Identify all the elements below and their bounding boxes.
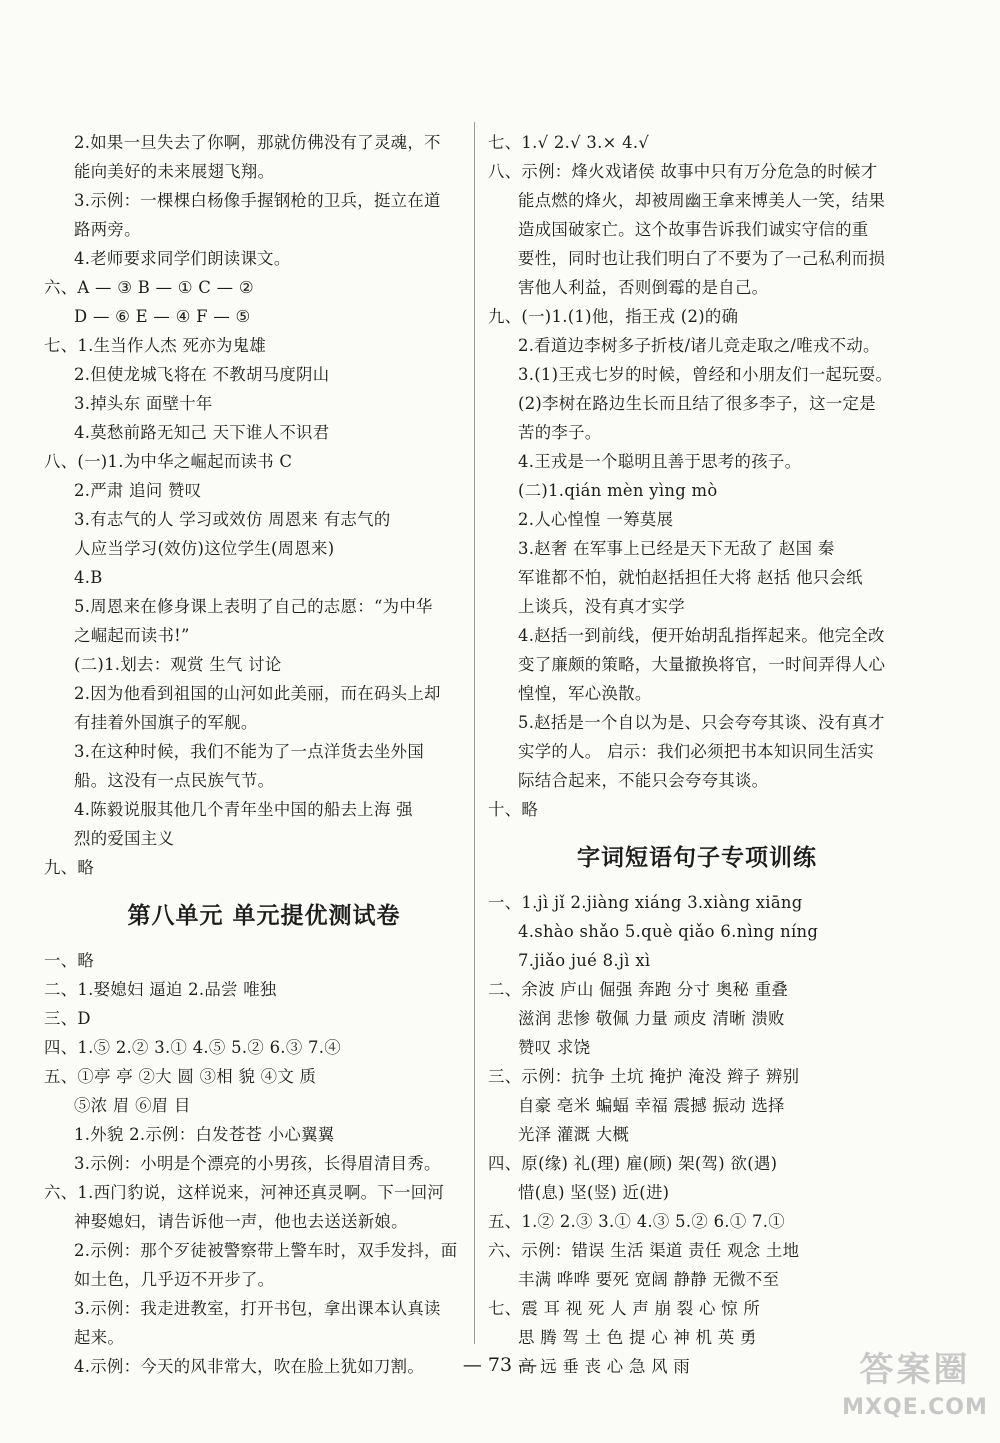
watermark-logo — [840, 1347, 990, 1437]
answer-line: 军谁都不怕，就怕赵括担任大将 赵括 他只会纸 — [518, 568, 863, 587]
answer-line: 2.示例：那个歹徒被警察带上警车时，双手发抖，面 — [74, 1241, 458, 1260]
answer-line: 2.因为他看到祖国的山河如此美丽，而在码头上却 — [74, 684, 441, 703]
answer-line: 1.外貌 2.示例：白发苍苍 小心翼翼 — [74, 1125, 335, 1144]
answer-line: 变了廉颇的策略，大量撤换将官，一时间弄得人心 — [518, 655, 886, 674]
right-column — [488, 128, 906, 1381]
answer-line: 八、(一)1.为中华之崛起而读书 C — [44, 452, 293, 471]
answer-line: 光泽 灌溉 大概 — [518, 1125, 630, 1144]
answer-line: 3.掉头东 面壁十年 — [74, 394, 213, 413]
answer-line: 思 腾 驾 土 色 提 心 神 机 英 勇 — [518, 1328, 757, 1347]
answer-line: 丰满 哗哗 要死 宽阔 静静 无微不至 — [518, 1270, 780, 1289]
answer-line: 3.示例：我走进教室，打开书包，拿出课本认真读 — [74, 1299, 441, 1318]
answer-line: 上谈兵，没有真才实学 — [518, 597, 685, 616]
answer-line: 九、(一)1.(1)他，指王戎 (2)的确 — [488, 307, 739, 326]
answer-line: 二、余波 庐山 倔强 奔跑 分寸 奥秘 重叠 — [488, 980, 789, 999]
answer-line: (二)1.划去：观赏 生气 讨论 — [74, 655, 282, 674]
answer-line: 七、1.生当作人杰 死亦为鬼雄 — [44, 336, 267, 355]
answer-line: 4.shào shǎo 5.què qiǎo 6.nìng níng — [518, 922, 819, 941]
answer-line: 7.jiǎo jué 8.jì xì — [518, 951, 651, 970]
answer-line: 害他人利益，否则倒霉的是自己。 — [518, 278, 769, 297]
answer-line: 二、1.娶媳妇 逼迫 2.品尝 唯独 — [44, 980, 277, 999]
answer-line: (2)李树在路边生长而且结了很多李子，这一定是 — [518, 394, 876, 413]
column-divider — [474, 122, 475, 1344]
answer-line: 一、1.jì jǐ 2.jiàng xiáng 3.xiàng xiāng — [488, 893, 803, 912]
answer-line: 赞叹 求饶 — [518, 1038, 591, 1057]
answer-line: 3.有志气的人 学习或效仿 周恩来 有志气的 — [74, 510, 391, 529]
answer-line: 4.赵括一到前线，便开始胡乱指挥起来。他完全改 — [518, 626, 885, 645]
answer-line: 3.示例：一棵棵白杨像手握钢枪的卫兵，挺立在道 — [74, 191, 441, 210]
answer-line: 四、原(缘) 礼(理) 雇(顾) 架(驾) 欲(遇) — [488, 1154, 778, 1173]
answer-line: 3.赵奢 在军事上已经是天下无敌了 赵国 秦 — [518, 539, 835, 558]
answer-line: 一、略 — [44, 951, 95, 970]
answer-line: 烈的爱国主义 — [74, 829, 175, 848]
answer-line: 要性，同时也让我们明白了不要为了一己私利而损 — [518, 249, 886, 268]
answer-line: 五、①亭 亭 ②大 圆 ③相 貌 ④文 质 — [44, 1067, 317, 1086]
answer-line: 神娶媳妇，请告诉他一声，他也去送送新娘。 — [74, 1212, 408, 1231]
answer-line: 2.看道边李树多子折枝/诸儿竞走取之/唯戎不动。 — [518, 336, 880, 355]
watermark-url: MXQE.COM — [842, 1395, 988, 1420]
answer-line: 2.如果一旦失去了你啊，那就仿佛没有了灵魂，不 — [74, 133, 441, 152]
answer-line: 船。这没有一点民族气节。 — [74, 771, 275, 790]
right-answers-part-1 — [488, 128, 906, 824]
answer-line: 如土色，几乎迈不开步了。 — [74, 1270, 275, 1289]
answer-line: 三、示例：抗争 土坑 掩护 淹没 辫子 辨别 — [488, 1067, 800, 1086]
answer-line: 有挂着外国旗子的军舰。 — [74, 713, 258, 732]
answer-line: 2.人心惶惶 一筹莫展 — [518, 510, 674, 529]
answer-line: 惶惶，军心涣散。 — [518, 684, 652, 703]
answer-line: 六、1.西门豹说，这样说来，河神还真灵啊。下一回河 — [44, 1183, 445, 1202]
left-answers-part-2 — [44, 946, 464, 1381]
answer-line: 六、示例：错误 生活 渠道 责任 观念 土地 — [488, 1241, 800, 1260]
answer-line: 起来。 — [74, 1328, 125, 1347]
answer-line: 能点燃的烽火，却被周幽王拿来博美人一笑，结果 — [518, 191, 886, 210]
answer-line: D — ⑥ E — ④ F — ⑤ — [74, 307, 251, 326]
answer-line: 九、略 — [44, 858, 95, 877]
section-heading-vocabulary-training: 字词短语句子专项训练 — [577, 845, 817, 871]
page-number: — 73 — — [462, 1354, 538, 1376]
section-heading-unit-8: 第八单元 单元提优测试卷 — [127, 903, 401, 929]
answer-line: 4.王戎是一个聪明且善于思考的孩子。 — [518, 452, 802, 471]
answer-line: 4.示例：今天的风非常大，吹在脸上犹如刀割。 — [74, 1357, 425, 1376]
left-column — [44, 128, 464, 1381]
answer-line: 四、1.⑤ 2.② 3.① 4.⑤ 5.② 6.③ 7.④ — [44, 1038, 341, 1057]
answer-line: 2.严肃 追问 赞叹 — [74, 481, 202, 500]
answer-line: 惜(息) 坚(竖) 近(进) — [518, 1183, 670, 1202]
answer-line: 八、示例：烽火戏诸侯 故事中只有万分危急的时候才 — [488, 162, 878, 181]
answer-line: 5.赵括是一个自以为是、只会夸夸其谈、没有真才 — [518, 713, 885, 732]
answer-line: 之崛起而读书!” — [74, 626, 190, 645]
answer-line: 自豪 亳米 蝙蝠 幸福 震撼 振动 选择 — [518, 1096, 785, 1115]
answer-line: ⑤浓 眉 ⑥眉 目 — [74, 1096, 191, 1115]
answer-line: 3.(1)王戎七岁的时候，曾经和小朋友们一起玩耍。 — [518, 365, 893, 384]
answer-line: 4.老师要求同学们朗读课文。 — [74, 249, 291, 268]
answer-line: 六、A — ③ B — ① C — ② — [44, 278, 254, 297]
right-answers-part-2 — [488, 888, 906, 1381]
answer-line: 2.但使龙城飞将在 不教胡马度阴山 — [74, 365, 330, 384]
answer-line: 3.示例：小明是个漂亮的小男孩，长得眉清目秀。 — [74, 1154, 441, 1173]
answer-line: 七、1.√ 2.√ 3.× 4.√ — [488, 133, 650, 152]
answer-line: 3.在这种时候，我们不能为了一点洋货去坐外国 — [74, 742, 425, 761]
left-answers-part-1 — [44, 128, 464, 882]
answer-line: 三、D — [44, 1009, 91, 1028]
answer-line: 5.周恩来在修身课上表明了自己的志愿：“为中华 — [74, 597, 433, 616]
answer-line: 际结合起来，不能只会夸夸其谈。 — [518, 771, 769, 790]
answer-line: 人应当学习(效仿)这位学生(周恩来) — [74, 539, 335, 558]
watermark-text: 答案圈 — [859, 1350, 971, 1390]
answer-line: 滋润 悲惨 敬佩 力量 顽皮 清晰 溃败 — [518, 1009, 785, 1028]
answer-line: 高 远 垂 丧 心 急 风 雨 — [518, 1357, 691, 1376]
answer-line: 七、震 耳 视 死 人 声 崩 裂 心 惊 所 — [488, 1299, 761, 1318]
answer-line: 4.陈毅说服其他几个青年坐中国的船去上海 强 — [74, 800, 413, 819]
answer-line: 苦的李子。 — [518, 423, 602, 442]
answer-line: 实学的人。 启示：我们必须把书本知识同生活实 — [518, 742, 875, 761]
answer-line: 路两旁。 — [74, 220, 141, 239]
answer-line: (二)1.qián mèn yìng mò — [518, 481, 718, 500]
answer-line: 4.莫愁前路无知己 天下谁人不识君 — [74, 423, 330, 442]
answer-line: 能向美好的未来展翅飞翔。 — [74, 162, 275, 181]
answer-line: 4.B — [74, 568, 103, 587]
answer-line: 造成国破家亡。这个故事告诉我们诚实守信的重 — [518, 220, 869, 239]
answer-line: 五、1.② 2.③ 3.① 4.③ 5.② 6.① 7.① — [488, 1212, 785, 1231]
answer-line: 十、略 — [488, 800, 539, 819]
